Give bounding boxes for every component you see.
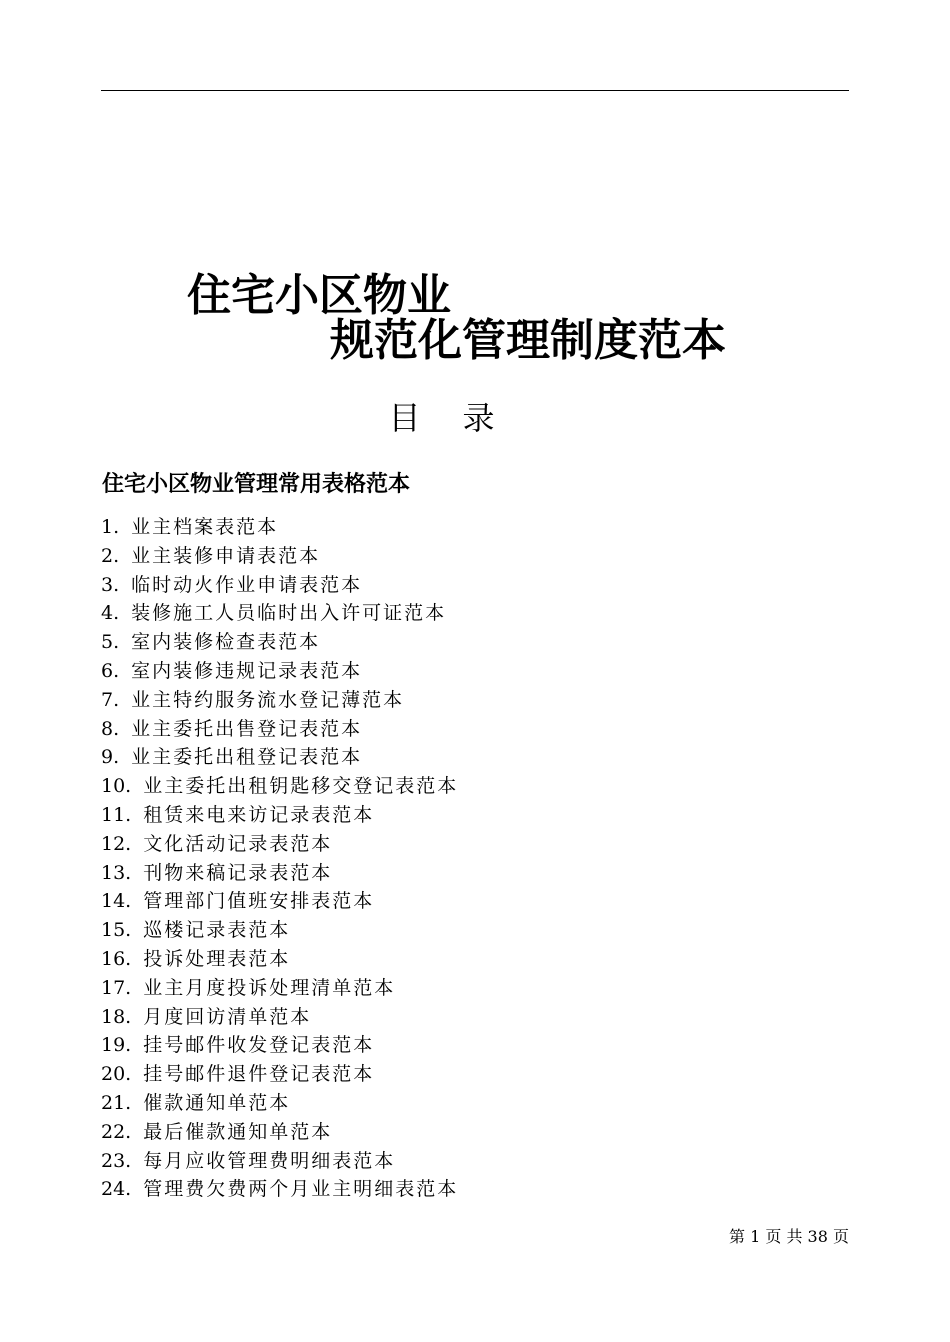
document-title-line-1: 住宅小区物业 — [187, 270, 451, 321]
toc-item — [101, 801, 458, 830]
toc-item-number: 6. — [101, 659, 120, 682]
toc-item-label: 投诉处理表范本 — [143, 947, 291, 970]
toc-item-number: 23. — [101, 1149, 132, 1172]
toc-item-label: 挂号邮件退件登记表范本 — [143, 1063, 375, 1086]
toc-item-number: 14. — [101, 890, 132, 913]
toc-item — [101, 686, 458, 715]
toc-item-label: 装修施工人员临时出入许可证范本 — [131, 602, 447, 625]
toc-item-label: 业主档案表范本 — [131, 516, 279, 538]
toc-item-label: 每月应收管理费明细表范本 — [143, 1149, 396, 1172]
toc-item-label: 文化活动记录表范本 — [143, 832, 333, 855]
toc-item-number: 17. — [101, 976, 132, 999]
toc-item — [101, 916, 458, 945]
toc-item-label: 业主装修申请表范本 — [131, 544, 321, 567]
toc-item-number: 5. — [101, 631, 120, 654]
toc-item — [101, 1060, 458, 1089]
toc-item-label: 管理部门值班安排表范本 — [143, 890, 375, 913]
toc-item-label: 催款通知单范本 — [143, 1091, 291, 1114]
toc-item — [101, 1031, 458, 1060]
toc-item-label: 挂号邮件收发登记表范本 — [143, 1034, 375, 1057]
toc-item-number: 16. — [101, 947, 132, 970]
toc-item-label: 室内装修违规记录表范本 — [131, 659, 363, 682]
toc-item-number: 2. — [101, 544, 120, 567]
toc-item-label: 临时动火作业申请表范本 — [131, 573, 363, 596]
toc-item — [101, 887, 458, 916]
toc-item — [101, 945, 458, 974]
toc-list — [101, 513, 458, 1204]
toc-item-number: 21. — [101, 1091, 132, 1114]
toc-item-number: 18. — [101, 1005, 132, 1028]
toc-item-label: 室内装修检查表范本 — [131, 631, 321, 654]
toc-item-label: 最后催款通知单范本 — [143, 1120, 333, 1143]
toc-item-number: 3. — [101, 573, 120, 596]
toc-item — [101, 859, 458, 888]
toc-item — [101, 1089, 458, 1118]
toc-item-number: 9. — [101, 746, 120, 769]
toc-item-label: 业主月度投诉处理清单范本 — [143, 976, 396, 999]
toc-item-label: 管理费欠费两个月业主明细表范本 — [143, 1178, 459, 1201]
toc-item — [101, 542, 458, 571]
toc-item — [101, 830, 458, 859]
toc-item-number: 11. — [101, 803, 132, 826]
toc-item — [101, 628, 458, 657]
toc-item — [101, 599, 458, 628]
toc-item — [101, 1003, 458, 1032]
toc-item — [101, 1175, 458, 1204]
toc-item-label: 业主委托出售登记表范本 — [131, 717, 363, 740]
toc-item-number: 10. — [101, 775, 132, 798]
toc-item-label: 业主特约服务流水登记薄范本 — [131, 688, 405, 711]
toc-item-number: 12. — [101, 832, 132, 855]
toc-item — [101, 1147, 458, 1176]
toc-item-number: 15. — [101, 919, 132, 942]
toc-item-label: 租赁来电来访记录表范本 — [143, 803, 375, 826]
toc-item-number: 7. — [101, 688, 120, 711]
toc-item-label: 巡楼记录表范本 — [143, 919, 291, 942]
toc-item-number: 1. — [101, 516, 120, 538]
toc-heading: 目录 — [388, 399, 537, 437]
toc-item — [101, 772, 458, 801]
toc-item-number: 4. — [101, 602, 120, 625]
document-title-line-2: 规范化管理制度范本 — [330, 315, 726, 366]
toc-item-label: 业主委托出租钥匙移交登记表范本 — [143, 775, 459, 798]
toc-item — [101, 743, 458, 772]
toc-item-number: 13. — [101, 861, 132, 884]
toc-item — [101, 571, 458, 600]
toc-item-label: 刊物来稿记录表范本 — [143, 861, 333, 884]
toc-item-number: 24. — [101, 1178, 132, 1201]
toc-item-label: 月度回访清单范本 — [143, 1005, 312, 1028]
toc-item-number: 22. — [101, 1120, 132, 1143]
toc-item — [101, 513, 458, 542]
toc-item — [101, 974, 458, 1003]
toc-item-number: 20. — [101, 1063, 132, 1086]
page-footer: 第 1 页 共 38 页 — [729, 1227, 849, 1246]
toc-item-number: 19. — [101, 1034, 132, 1057]
header-rule — [101, 90, 849, 91]
toc-item — [101, 715, 458, 744]
section-title: 住宅小区物业管理常用表格范本 — [102, 471, 411, 497]
toc-item-label: 业主委托出租登记表范本 — [131, 746, 363, 769]
toc-item — [101, 1118, 458, 1147]
toc-item — [101, 657, 458, 686]
toc-item-number: 8. — [101, 717, 120, 740]
